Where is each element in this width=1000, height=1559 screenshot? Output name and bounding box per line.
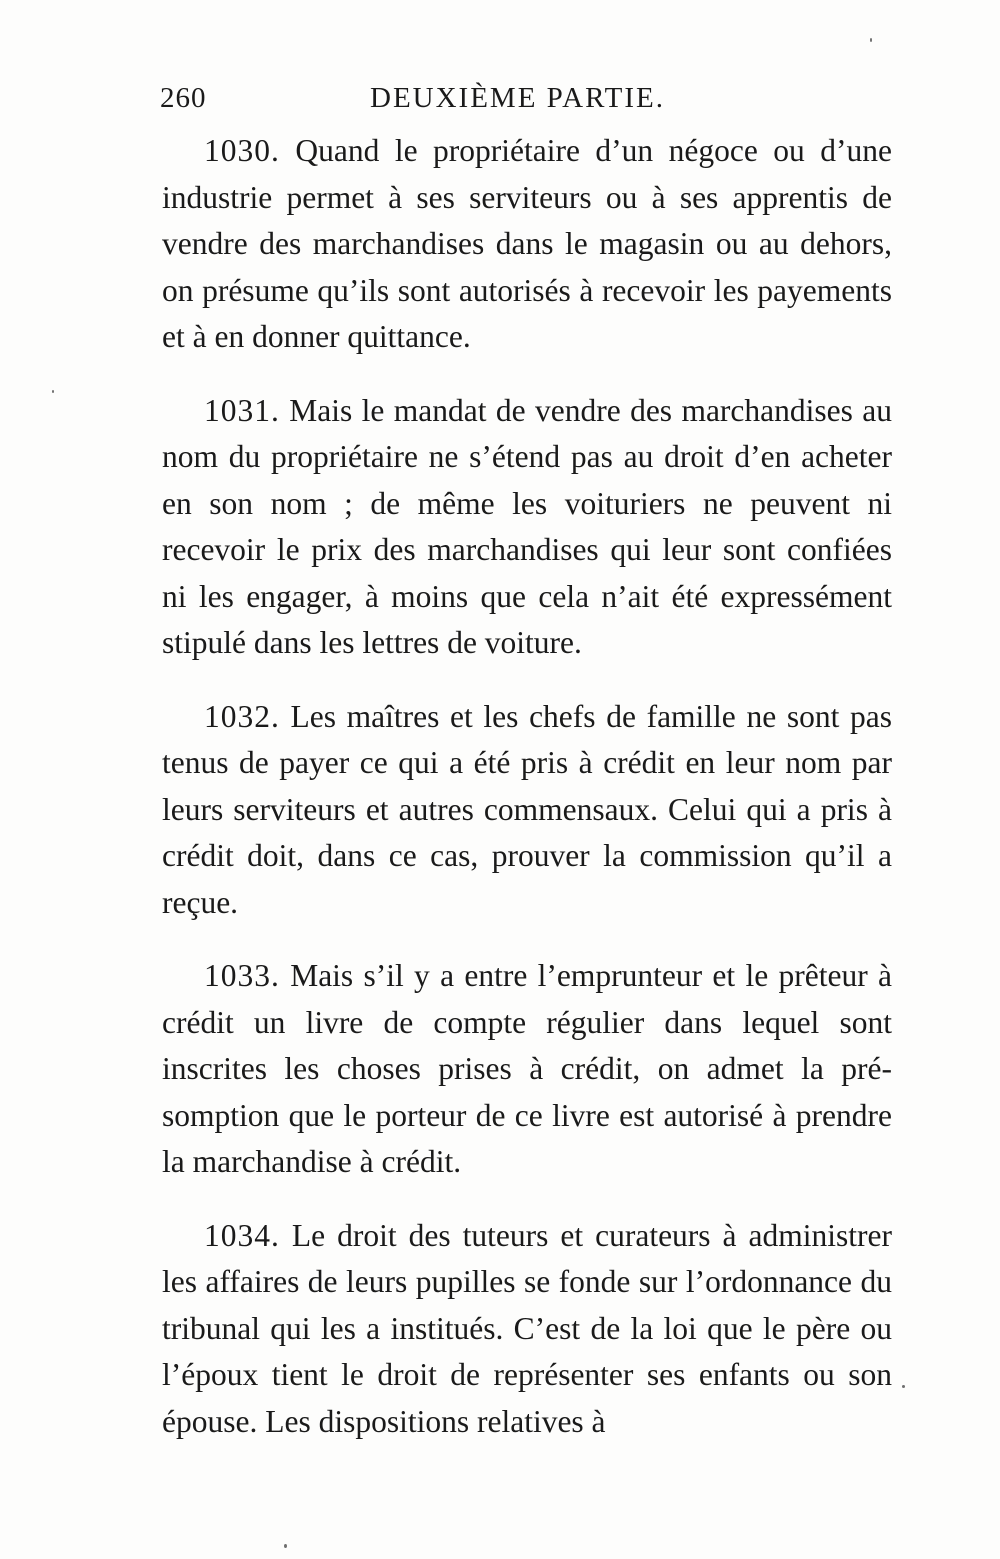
paper-speck [52, 390, 54, 393]
article-number: 1032. [204, 698, 280, 734]
paper-speck [870, 38, 872, 42]
page-number: 260 [160, 82, 207, 114]
running-title: DEUXIÈME PARTIE. [370, 82, 666, 114]
article-1033 [162, 953, 892, 1186]
article-number: 1033. [204, 958, 280, 993]
article-1030 [162, 128, 892, 361]
article-text: Quand le propriétaire d’un négoce ou d’une industrie permet à ses serviteurs ou à ses apprentis de vendre des marchandises dans le magasin ou au dehors, on présume qu’ils sont autorisés à recevoir les payements et à en donner quittance. [162, 133, 892, 354]
article-text: Mais s’il y a entre l’emprunteur et le prêteur à crédit un livre de compte régulier dans lequel sont inscrites les choses prises à crédit, on admet la présomption que le porteur de ce livre est autorisé à prendre la marchandise à crédit. [162, 958, 893, 1179]
article-text: Mais le mandat de vendre des marchandises au nom du propriétaire ne s’étend pas au droit d’en acheter en son nom ; de même les voituriers ne peuvent ni recevoir le prix des marchandises qui leur sont confiées ni les engager, à moins que cela n’ait été expressément stipulé dans les lettres de voiture. [162, 392, 892, 660]
article-number: 1031. [204, 392, 280, 428]
article-1032 [162, 694, 892, 927]
article-1031 [162, 388, 892, 667]
article-text: Le droit des tuteurs et curateurs à administrer les affaires de leurs pupilles se fonde sur l’ordonnance du tribunal qui les a institués. C’est de la loi que le père ou l’époux tient le droit de représenter ses enfants ou son épouse. Les dispositions relatives à [162, 1217, 893, 1439]
body-text [162, 128, 892, 1472]
article-text: Les maîtres et les chefs de famille ne sont pas tenus de payer ce qui a été pris à crédit en leur nom par leurs serviteurs et autres commensaux. Celui qui a pris à crédit doit, dans ce cas, prouver la commission qu’il a reçue. [162, 698, 892, 920]
article-number: 1034. [204, 1217, 280, 1253]
paper-speck [284, 1544, 287, 1548]
running-head [160, 82, 890, 122]
article-1034 [162, 1213, 892, 1446]
paper-speck [902, 1385, 905, 1388]
article-number: 1030. [204, 133, 280, 168]
